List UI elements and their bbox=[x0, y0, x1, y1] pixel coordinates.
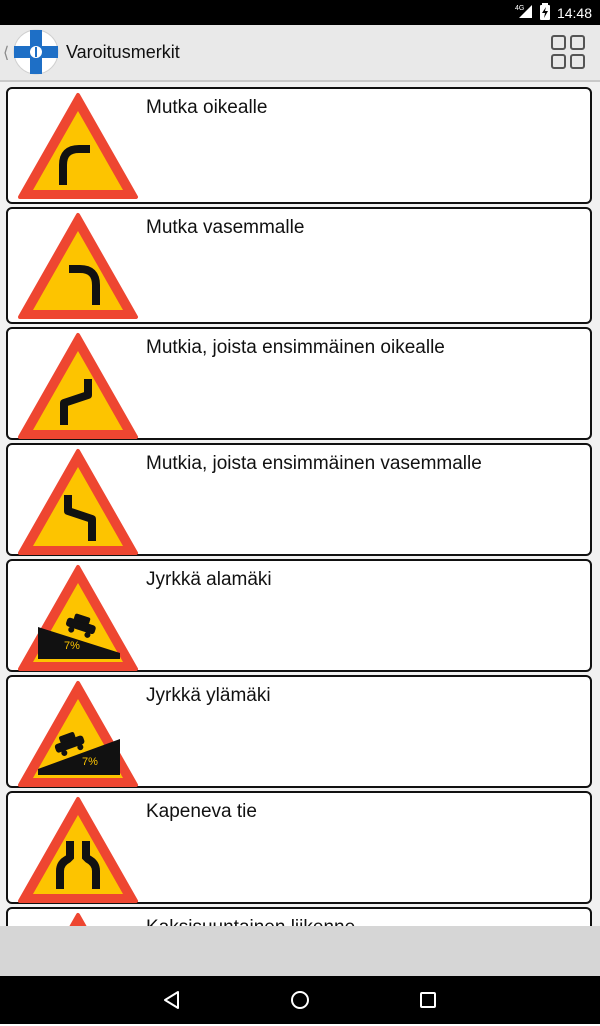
battery-charging-icon bbox=[539, 3, 551, 23]
home-nav-icon[interactable] bbox=[284, 984, 316, 1016]
network-type-label: 4G bbox=[514, 5, 525, 12]
status-icons bbox=[515, 0, 592, 25]
grade-label: 7% bbox=[82, 756, 98, 768]
sign-label: Mutkia, joista ensimmäinen oikealle bbox=[146, 337, 445, 358]
curve-right-sign-icon bbox=[16, 91, 140, 201]
list-item-sign[interactable] bbox=[6, 87, 592, 204]
status-bar bbox=[0, 0, 600, 25]
sign-list[interactable] bbox=[0, 82, 600, 926]
back-nav-icon[interactable] bbox=[156, 984, 188, 1016]
double-curve-right-sign-icon bbox=[16, 331, 140, 441]
status-time: 14:48 bbox=[556, 4, 592, 21]
steep-descent-sign-icon bbox=[16, 563, 140, 673]
list-item-sign[interactable] bbox=[6, 207, 592, 324]
road-narrows-sign-icon bbox=[16, 795, 140, 905]
bottom-panel bbox=[0, 926, 600, 976]
app-bar bbox=[0, 25, 600, 82]
double-curve-left-sign-icon bbox=[16, 447, 140, 557]
list-item-sign[interactable] bbox=[6, 675, 592, 788]
sign-label: Jyrkkä ylämäki bbox=[146, 685, 271, 706]
steep-ascent-sign-icon bbox=[16, 679, 140, 789]
list-item-sign[interactable] bbox=[6, 559, 592, 672]
page-title: Varoitusmerkit bbox=[66, 42, 180, 62]
list-item-sign[interactable] bbox=[6, 443, 592, 556]
sign-label: Kapeneva tie bbox=[146, 801, 257, 822]
sign-label: Mutka oikealle bbox=[146, 97, 268, 118]
sign-label: Jyrkkä alamäki bbox=[146, 569, 272, 590]
list-item-sign[interactable] bbox=[6, 791, 592, 904]
curve-left-sign-icon bbox=[16, 211, 140, 321]
grade-label: 7% bbox=[64, 640, 80, 652]
chevron-left-icon[interactable]: ⟨ bbox=[3, 45, 10, 62]
list-item-sign[interactable] bbox=[6, 327, 592, 440]
sign-label: Mutkia, joista ensimmäinen vasemmalle bbox=[146, 453, 482, 474]
sign-label: Mutka vasemmalle bbox=[146, 217, 305, 238]
navigation-bar bbox=[0, 976, 600, 1024]
app-logo-icon[interactable] bbox=[12, 28, 60, 76]
recents-nav-icon[interactable] bbox=[412, 984, 444, 1016]
signal-icon bbox=[515, 3, 533, 22]
grid-view-icon[interactable] bbox=[550, 34, 586, 70]
